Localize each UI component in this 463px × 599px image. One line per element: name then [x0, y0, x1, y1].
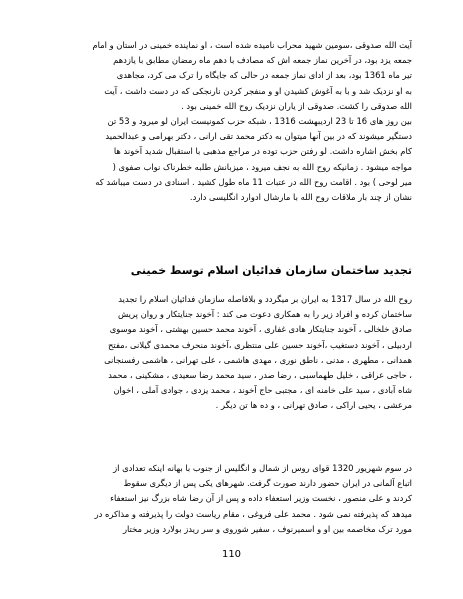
text-line: تیر ماه 1361 بود، بعد از ادای نماز جمعه در حالی که جایگاه را ترک می کرد، مجاهدی: [116, 70, 412, 81]
text-line: کام بخش اشاره داشت. لو رفتن حزب توده در مراجع مذهبی با استقبال شدید آخوند ها: [113, 146, 412, 157]
text-line: اتباع آلمانی در ایران حضور دارند صورت گرفت. شهرهای یکی پس از دیگری سقوط: [123, 478, 412, 489]
text-line: جمعه یزد بود، در آخرین نماز جمعه اش که مصادف با دهم ماه رمضان مطابق با یازدهم: [113, 55, 412, 66]
text-line: مرعشی ، یحیی اراکی ، صادق تهرانی ، و ده ها تن دیگر .: [215, 400, 412, 411]
text-line: آیت الله صدوقی ،سومین شهید محراب نامیده شده است ، او نماینده خمینی در استان و امام: [92, 40, 412, 50]
text-line: دستگیر میشوند که در بین آنها میتوان به دکتر محمد تقی ارانی ، دکتر بهرامی و عبدالحمید: [105, 131, 412, 142]
text-line: مواجه میشود . زمانیکه روح الله به نجف میرود ، میزبانش طلبه خطرناک نواب صفوی (: [112, 161, 412, 172]
page-number: 110: [221, 549, 242, 560]
text-line: در سوم شهریور 1320 قوای روس از شمال و انگلیس از جنوب با بهانه اینکه تعدادی از: [113, 463, 412, 473]
text-line: صادق خلخالی ، آخوند جنایتکار هادی غفاری ، آخوند محمد حسین بهشتی ، آخوند موسوی: [109, 324, 412, 335]
text-line: مورد ترک مخاصمه بین او و اسمیرنوف ، سفیر شوروی و سر ریدز بولارد وزیر مختار: [122, 523, 412, 534]
text-line: میدهد که پذیرفته نمی شود . محمد علی فروغی ، مقام ریاست دولت را پذیرفته و مذاکره در: [94, 508, 412, 519]
text-line: همدانی ، مطهری ، مدنی ، ناطق نوری ، مهدی هاشمی ، علی تهرانی ، هاشمی رفسنجانی: [104, 354, 412, 365]
text-line: به او نزدیک شد و با به آغوش کشیدن او و منفجر کردن نارنجکی که در دست داشت ، آیت: [104, 85, 412, 96]
text-line: الله صدوقی را کشت. صدوقی از یاران نزدیک روح الله خمینی بود .: [181, 100, 412, 111]
text-line: روح الله در سال 1317 به ایران بر میگردد و بلافاصله سازمان فدائیان اسلام را تجدید: [118, 294, 412, 304]
text-line: نشان از چند بار ملاقات روح الله با مارشال ادوارد انگلیسی دارد.: [189, 192, 412, 203]
paragraph-shahrivar: [54, 461, 412, 537]
text-line: ساختمان کرده و افراد زیر را به همکاری دعوت می کند : آخوند جنایتکار و روان پریش: [117, 309, 412, 320]
text-line: میر لوحی ) بود . اقامت روح الله در عتبات 11 ماه طول کشید . اسنادی در دست میباشد که: [95, 176, 412, 187]
section-heading: تجدید ساختمان سازمان فدائیان اسلام توسط خمینی: [130, 264, 412, 277]
text-line: ، حاجی عراقی ، خلیل طهماسبی ، رضا صدر ، سید محمد رضا سعیدی ، مشکینی ، محمد: [108, 370, 412, 381]
paragraph-sadoughi: [54, 38, 412, 205]
paragraph-fadaiyan: [54, 292, 412, 414]
text-line: بین روز های 16 تا 23 اردیبهشت 1316 ، شبکه حزب کمونیست ایران لو میرود و 53 تن: [107, 116, 412, 127]
text-line: کردند و علی منصور ، نخست وزیر استعفاء داده و پس از آن رضا شاه بزرگ نیز استعفاء: [110, 493, 412, 504]
text-line: شاه آبادی ، سید علی خامنه ای ، مجتبی حاج آخوند ، محمد یزدی ، جوادی آملی ، اخوان: [113, 385, 412, 396]
text-line: اردبیلی ، آخوند دستغیب ،آخوند حسین علی منتظری ،آخوند منحرف محمدی گیلانی ،مفتح: [108, 339, 412, 350]
